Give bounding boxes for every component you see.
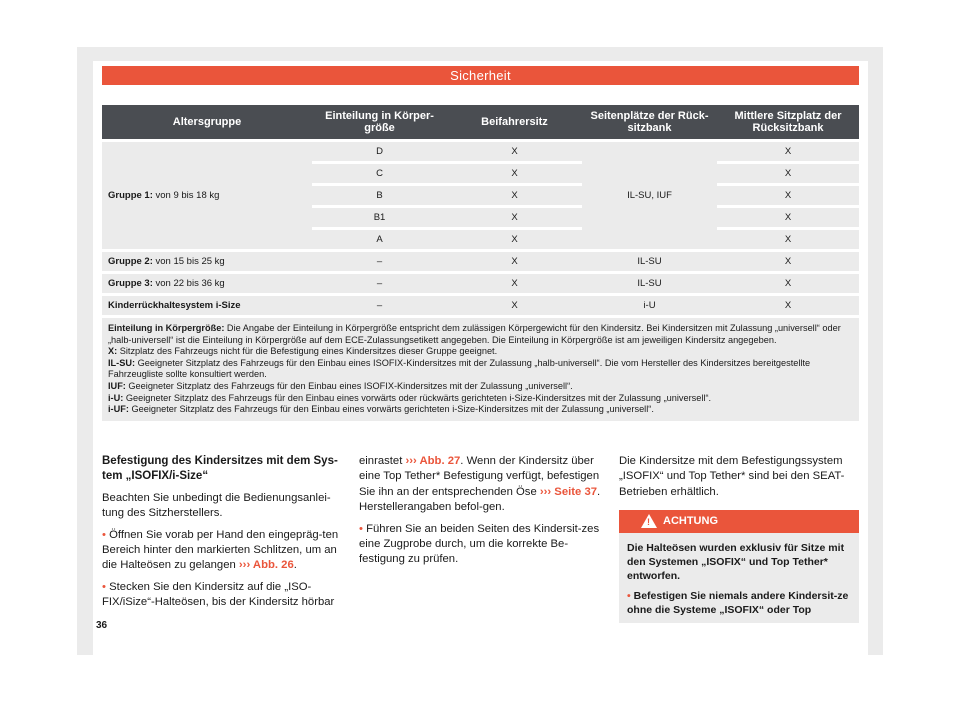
figure-link[interactable]: ››› Abb. 26 <box>238 559 294 572</box>
table-cell: X <box>717 186 859 205</box>
text-column-left <box>102 454 344 617</box>
note-item: i-UF: Geeigneter Sitzplatz des Fahrzeugs für den Einbau eines vorwärts gerichteten i-Size-Kindersitzes mit der Zulassung „universell“. <box>108 404 654 415</box>
table-row <box>102 274 859 293</box>
group1-label: Gruppe 1: von 9 bis 18 kg <box>102 142 312 249</box>
table-header-row <box>102 105 859 139</box>
table-cell: X <box>447 230 582 249</box>
table-notes-row <box>102 318 859 421</box>
table-cell: X <box>447 296 582 315</box>
bullet-paragraph: • Stecken Sie den Kindersitz auf die „ISO-FIX/iSize“-Halteösen, bis der Kindersitz hörbar <box>102 580 335 609</box>
table-cell: IL-SU <box>582 274 717 293</box>
note-item: Einteilung in Körpergröße: Die Angabe der Einteilung in Körpergröße entspricht dem zulässigen Körpergewicht für den Kindersitz. Bei Kindersitzen mit Zulassung „universell“ oder „halb-universell“ ist die Einteilung in Körpergröße auf dem ECE-Zulassungsetikett angegeben. Die Einteilung in Körpergröße ist am jeweiligen Kindersitz angegeben. <box>108 323 841 345</box>
table-cell: B1 <box>312 208 447 227</box>
note-item: IUF: Geeigneter Sitzplatz des Fahrzeugs für den Einbau eines ISOFIX-Kindersitzes mit der Zulassung „universell“. <box>108 380 573 391</box>
isize-label: Kinderrückhaltesystem i-Size <box>102 296 312 315</box>
section-title: Sicherheit <box>102 66 859 85</box>
table-cell: X <box>447 142 582 161</box>
text-column-middle <box>359 454 601 574</box>
table-row <box>102 296 859 315</box>
table-cell: B <box>312 186 447 205</box>
page-link[interactable]: ››› Seite 37 <box>539 485 598 498</box>
paragraph: einrastet ››› Abb. 27. Wenn der Kindersitz über eine Top Tether* Befestigung verfügt, befestigen Sie ihn an der entsprechenden Öse ››› Seite 37. Herstellerangaben befol-gen. <box>359 455 601 514</box>
table-cell: X <box>447 164 582 183</box>
table-cell: C <box>312 164 447 183</box>
table-cell: X <box>447 186 582 205</box>
table-cell: – <box>312 252 447 271</box>
note-item: IL-SU: Geeigneter Sitzplatz des Fahrzeugs für den Einbau eines ISOFIX-Kindersitzes mit der Zulassung „halb-universell“. Die vom Hersteller des Kindersitzes bereitgestellte Fahrzeugliste sollte konsultiert werden. <box>108 357 811 380</box>
col-header: Seitenplätze der Rück-sitzbank <box>582 105 717 139</box>
paragraph: Beachten Sie unbedingt die Bedienungsanlei-tung des Sitzherstellers. <box>102 491 331 520</box>
bullet-icon: • <box>102 528 106 541</box>
col-header: Mittlere Sitzplatz der Rücksitzbank <box>717 105 859 139</box>
table-cell: X <box>447 208 582 227</box>
warning-box <box>619 510 859 623</box>
table-cell: – <box>312 296 447 315</box>
warning-triangle-icon <box>641 514 657 528</box>
table-row <box>102 142 859 161</box>
warning-body <box>619 533 859 617</box>
note-item: X: Sitzplatz des Fahrzeugs nicht für die Befestigung eines Kindersitzes dieser Gruppe geeignet. <box>108 346 498 357</box>
table-cell: X <box>447 274 582 293</box>
table-cell: X <box>717 296 859 315</box>
bullet-icon: • <box>359 522 363 535</box>
text-column-right <box>619 454 861 506</box>
section-heading: Befestigung des Kindersitzes mit dem Sys-tem „ISOFIX/i-Size“ <box>102 455 338 483</box>
bullet-paragraph: • Öffnen Sie vorab per Hand den eingepräg-ten Bereich hinter den markierten Schlitzen, um an die Halteösen zu gelangen ››› Abb. 26. <box>102 528 339 572</box>
group3-label: Gruppe 3: von 22 bis 36 kg <box>102 274 312 293</box>
warning-header <box>619 510 859 533</box>
table-notes <box>102 318 859 421</box>
page-number: 36 <box>96 620 108 631</box>
group1-side-seats: IL-SU, IUF <box>582 142 717 249</box>
warning-bullet: • Befestigen Sie niemals andere Kindersit-ze ohne die Systeme „ISOFIX“ oder Top <box>627 590 849 616</box>
table-cell: X <box>717 142 859 161</box>
table-row <box>102 252 859 271</box>
col-header: Einteilung in Körper-größe <box>312 105 447 139</box>
table-cell: X <box>717 252 859 271</box>
warning-text: Die Halteösen wurden exklusiv für Sitze mit den Systemen „ISOFIX“ und Top Tether* entworfen. <box>627 542 845 582</box>
warning-title: ACHTUNG <box>663 515 718 527</box>
bullet-paragraph: • Führen Sie an beiden Seiten des Kindersit-zes eine Zugprobe durch, um die korrekte Be-festigung zu prüfen. <box>359 522 600 566</box>
figure-link[interactable]: ››› Abb. 27 <box>405 455 461 467</box>
table-cell: X <box>717 274 859 293</box>
note-item: i-U: Geeigneter Sitzplatz des Fahrzeugs für den Einbau eines vorwärts oder rückwärts gerichteten i-Size-Kindersitzes mit der Zulassung „universell“. <box>108 392 712 403</box>
table-cell: X <box>717 230 859 249</box>
table-cell: i-U <box>582 296 717 315</box>
table-cell: A <box>312 230 447 249</box>
col-header: Altersgruppe <box>102 105 312 139</box>
table-cell: – <box>312 274 447 293</box>
isofix-table <box>102 102 859 424</box>
group2-label: Gruppe 2: von 15 bis 25 kg <box>102 252 312 271</box>
table-cell: X <box>717 164 859 183</box>
paragraph: Die Kindersitze mit dem Befestigungssystem „ISOFIX“ und Top Tether* sind bei den SEAT-Betrieben erhältlich. <box>619 455 845 498</box>
bullet-icon: • <box>102 580 106 593</box>
bullet-icon: • <box>627 590 631 602</box>
table-cell: D <box>312 142 447 161</box>
table-cell: X <box>717 208 859 227</box>
table-cell: IL-SU <box>582 252 717 271</box>
col-header: Beifahrersitz <box>447 105 582 139</box>
table-cell: X <box>447 252 582 271</box>
